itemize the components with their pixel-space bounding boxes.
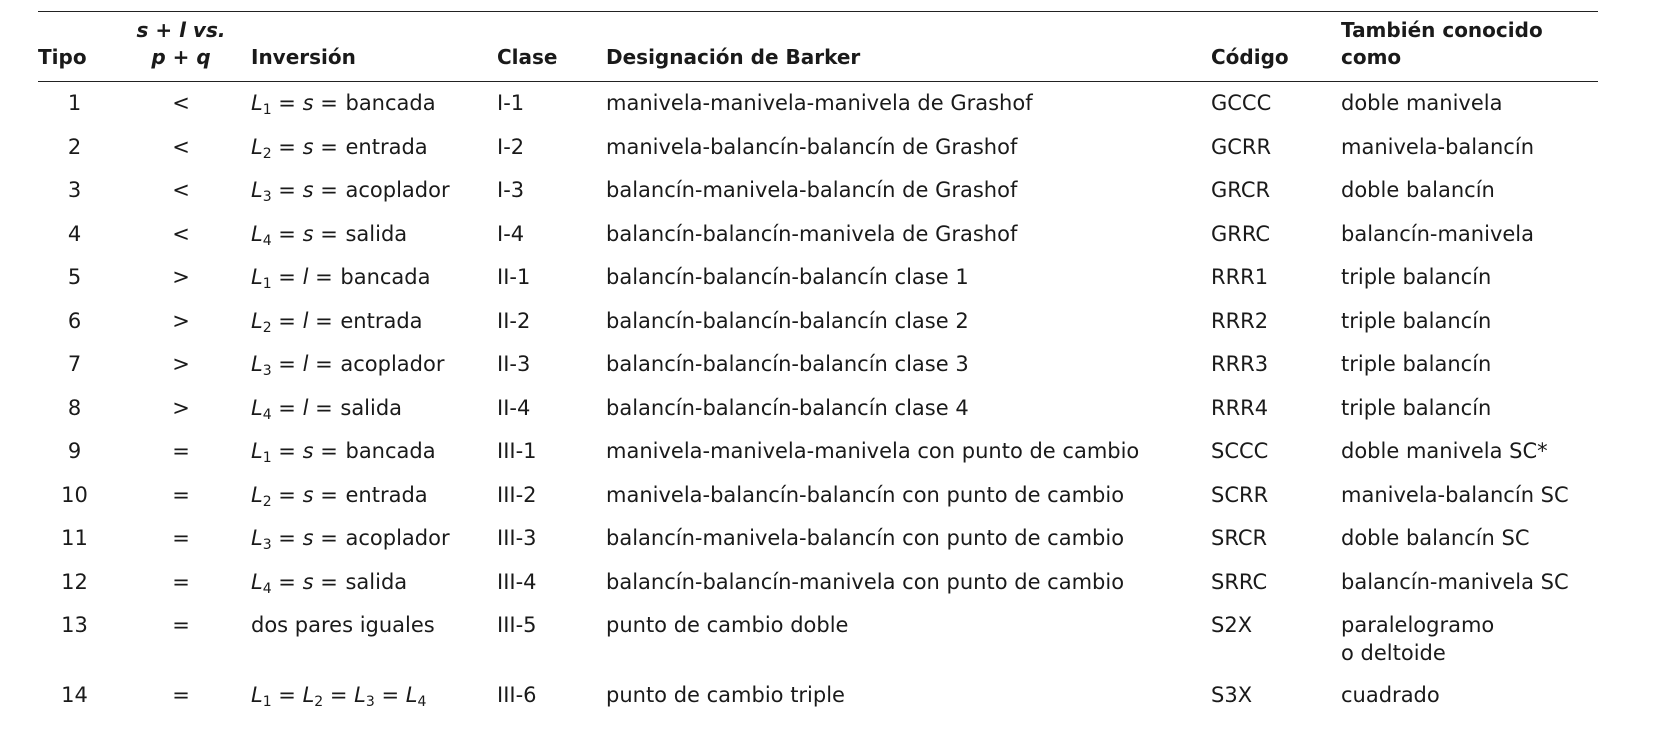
- cell-clase: II-2: [497, 308, 531, 333]
- link-variable: L: [251, 352, 263, 376]
- link-variable: L: [251, 134, 263, 159]
- link-subscript: 2: [314, 694, 324, 710]
- cell-clase: III-3: [497, 526, 537, 550]
- cell-tipo: 10: [61, 482, 88, 507]
- cell-tambien: cuadrado: [1341, 683, 1440, 707]
- cell-tipo: 4: [67, 221, 82, 246]
- header-barker: Designación de Barker: [606, 45, 861, 69]
- cell-clase: III-4: [497, 569, 537, 594]
- header-tambien: [1341, 16, 1598, 81]
- table-header-row: [38, 16, 1598, 81]
- cell-inversion: $L_1 = s$ = bancada: [251, 439, 436, 466]
- cell-barker: balancín-balancín-balancín clase 2: [606, 308, 969, 333]
- cell-barker: punto de cambio doble: [606, 613, 849, 637]
- cell-inversion: $L_4 = s$ = salida: [251, 221, 408, 249]
- cell-tambien: doble manivela SC*: [1341, 439, 1548, 463]
- cell-relation: <: [172, 221, 190, 246]
- cell-relation: =: [172, 482, 190, 507]
- link-variable: L: [251, 569, 263, 594]
- cell-tambien: triple balancín: [1341, 265, 1492, 289]
- header-tipo: Tipo: [38, 45, 87, 69]
- cell-tipo: 2: [67, 134, 82, 159]
- header-relation-line2: p + q: [151, 45, 211, 69]
- table-row: [38, 473, 1598, 517]
- cell-tambien: doble manivela: [1341, 91, 1503, 115]
- link-length-symbol: l: [302, 352, 309, 376]
- cell-inversion: $L_1 = L_2 = L_3 = L_4$: [251, 683, 427, 710]
- cell-tambien: [1341, 603, 1598, 673]
- tambien-line2: o deltoide: [1341, 641, 1446, 665]
- cell-inversion: $L_3 = s$ = acoplador: [251, 178, 450, 205]
- cell-tipo: 12: [61, 569, 88, 594]
- table-row: [38, 516, 1598, 560]
- link-subscript: 4: [262, 232, 272, 249]
- link-variable: L: [251, 91, 263, 115]
- cell-codigo: SRCR: [1211, 526, 1268, 550]
- link-length-symbol: s: [302, 134, 314, 159]
- cell-barker: manivela-manivela-manivela de Grashof: [606, 91, 1033, 115]
- cell-relation: =: [172, 683, 190, 707]
- link-subscript: 2: [262, 493, 272, 510]
- header-clase: Clase: [497, 45, 558, 69]
- link-variable: L: [251, 683, 263, 707]
- link-length-symbol: l: [302, 265, 309, 289]
- cell-inversion: $L_2 = s$ = entrada: [251, 482, 428, 510]
- cell-barker: balancín-manivela-balancín de Grashof: [606, 178, 1018, 202]
- table-row: [38, 81, 1598, 125]
- cell-tipo: 6: [67, 308, 82, 333]
- link-variable: L: [405, 683, 418, 707]
- cell-codigo: SCCC: [1211, 439, 1269, 463]
- inversion-link-name: bancada: [340, 265, 431, 289]
- link-subscript: 1: [262, 102, 272, 118]
- link-length-symbol: s: [302, 482, 314, 507]
- link-variable: L: [354, 683, 366, 707]
- link-subscript: 3: [262, 363, 272, 379]
- link-subscript: 1: [262, 694, 272, 710]
- link-length-symbol: s: [302, 526, 314, 550]
- cell-relation: =: [172, 569, 190, 594]
- link-subscript: 3: [262, 537, 272, 553]
- table-row: [38, 603, 1598, 673]
- cell-codigo: S2X: [1211, 613, 1253, 637]
- cell-clase: I-4: [497, 221, 525, 246]
- table-row: [38, 560, 1598, 604]
- cell-inversion: $L_3 = l$ = acoplador: [251, 352, 445, 379]
- cell-clase: III-2: [497, 482, 537, 507]
- cell-tambien: triple balancín: [1341, 308, 1492, 333]
- cell-codigo: GCRR: [1211, 134, 1272, 159]
- cell-relation: >: [172, 352, 190, 376]
- header-relation: [111, 16, 251, 81]
- cell-codigo: GRCR: [1211, 178, 1271, 202]
- table-row: [38, 673, 1598, 717]
- cell-inversion: $L_4 = s$ = salida: [251, 569, 408, 597]
- link-subscript: 2: [262, 319, 272, 336]
- link-variable: L: [251, 265, 263, 289]
- cell-inversion: $L_3 = s$ = acoplador: [251, 526, 450, 553]
- cell-tipo: 13: [61, 613, 88, 637]
- table-row: [38, 299, 1598, 343]
- cell-barker: balancín-balancín-balancín clase 1: [606, 265, 969, 289]
- cell-tambien: manivela-balancín SC: [1341, 482, 1569, 507]
- cell-clase: I-3: [497, 178, 525, 202]
- cell-codigo: RRR1: [1211, 265, 1269, 289]
- cell-codigo: SRRC: [1211, 569, 1268, 594]
- inversion-text: dos pares iguales: [251, 613, 435, 637]
- table-top-rule: [38, 11, 1598, 12]
- link-subscript: 3: [365, 694, 375, 710]
- barker-classification-table: [38, 16, 1598, 717]
- cell-clase: II-1: [497, 265, 531, 289]
- cell-barker: balancín-balancín-balancín clase 3: [606, 352, 969, 376]
- inversion-link-name: acoplador: [345, 526, 450, 550]
- cell-clase: II-4: [497, 395, 531, 420]
- cell-clase: II-3: [497, 352, 531, 376]
- cell-codigo: GRRC: [1211, 221, 1271, 246]
- link-variable: L: [251, 395, 263, 420]
- cell-inversion: $L_1 = s$ = bancada: [251, 91, 436, 118]
- cell-tambien: manivela-balancín: [1341, 134, 1534, 159]
- tambien-line1: paralelogramo: [1341, 613, 1495, 637]
- inversion-link-name: salida: [345, 221, 408, 246]
- inversion-link-name: salida: [340, 395, 403, 420]
- table-row: [38, 168, 1598, 212]
- link-length-symbol: s: [302, 91, 314, 115]
- inversion-link-name: acoplador: [340, 352, 445, 376]
- cell-barker: punto de cambio triple: [606, 683, 845, 707]
- cell-tipo: 9: [67, 439, 82, 463]
- inversion-link-name: bancada: [345, 439, 436, 463]
- cell-inversion: $L_2 = l$ = entrada: [251, 308, 423, 336]
- cell-codigo: RRR4: [1211, 395, 1269, 420]
- cell-barker: manivela-balancín-balancín de Grashof: [606, 134, 1018, 159]
- inversion-link-name: salida: [345, 569, 408, 594]
- cell-tambien: triple balancín: [1341, 395, 1492, 420]
- inversion-link-name: entrada: [345, 134, 428, 159]
- cell-tipo: 11: [61, 526, 88, 550]
- link-subscript: 1: [262, 276, 272, 292]
- cell-relation: =: [172, 526, 190, 550]
- cell-barker: balancín-balancín-balancín clase 4: [606, 395, 969, 420]
- cell-barker: balancín-manivela-balancín con punto de cambio: [606, 526, 1125, 550]
- cell-clase: III-6: [497, 683, 537, 707]
- cell-relation: >: [172, 395, 190, 420]
- cell-codigo: RRR2: [1211, 308, 1269, 333]
- cell-clase: III-1: [497, 439, 537, 463]
- link-variable: L: [251, 178, 263, 202]
- cell-tambien: balancín-manivela: [1341, 221, 1534, 246]
- inversion-link-name: bancada: [345, 91, 436, 115]
- inversion-link-name: entrada: [340, 308, 423, 333]
- cell-codigo: GCCC: [1211, 91, 1272, 115]
- cell-tipo: 8: [67, 395, 82, 420]
- link-length-symbol: s: [302, 221, 314, 246]
- cell-tipo: 1: [67, 91, 82, 115]
- cell-barker: balancín-balancín-manivela con punto de cambio: [606, 569, 1125, 594]
- table-row: [38, 429, 1598, 473]
- inversion-link-name: acoplador: [345, 178, 450, 202]
- link-subscript: 4: [262, 406, 272, 423]
- cell-tipo: 7: [67, 352, 82, 376]
- cell-barker: manivela-manivela-manivela con punto de cambio: [606, 439, 1140, 463]
- table-row: [38, 386, 1598, 430]
- cell-tambien: triple balancín: [1341, 352, 1492, 376]
- cell-codigo: S3X: [1211, 683, 1253, 707]
- inversion-link-name: entrada: [345, 482, 428, 507]
- link-variable: L: [302, 683, 315, 707]
- cell-codigo: RRR3: [1211, 352, 1269, 376]
- cell-tambien: doble balancín SC: [1341, 526, 1530, 550]
- cell-tipo: 3: [67, 178, 82, 202]
- header-relation-line1: s + l vs.: [136, 18, 226, 42]
- table-row: [38, 125, 1598, 169]
- header-tambien-line2: como: [1341, 45, 1402, 69]
- link-subscript: 1: [262, 450, 272, 466]
- cell-tipo: 14: [61, 683, 88, 707]
- link-variable: L: [251, 482, 263, 507]
- link-subscript: 3: [262, 189, 272, 205]
- table-row: [38, 212, 1598, 256]
- cell-relation: >: [172, 308, 190, 333]
- link-subscript: 4: [417, 694, 427, 710]
- link-length-symbol: s: [302, 439, 314, 463]
- cell-relation: <: [172, 134, 190, 159]
- link-length-symbol: s: [302, 178, 314, 202]
- cell-tambien: doble balancín: [1341, 178, 1495, 202]
- table-row: [38, 255, 1598, 299]
- cell-clase: I-2: [497, 134, 525, 159]
- header-tambien-line1: También conocido: [1341, 18, 1543, 42]
- cell-barker: manivela-balancín-balancín con punto de cambio: [606, 482, 1125, 507]
- link-length-symbol: l: [302, 395, 309, 420]
- cell-clase: III-5: [497, 613, 537, 637]
- link-subscript: 2: [262, 145, 272, 162]
- link-variable: L: [251, 221, 263, 246]
- link-variable: L: [251, 526, 263, 550]
- link-length-symbol: l: [302, 308, 309, 333]
- cell-tipo: 5: [67, 265, 82, 289]
- link-variable: L: [251, 308, 263, 333]
- cell-relation: =: [172, 439, 190, 463]
- cell-relation: >: [172, 265, 190, 289]
- link-subscript: 4: [262, 580, 272, 597]
- header-inversion: Inversión: [251, 45, 356, 69]
- cell-inversion: $L_1 = l$ = bancada: [251, 265, 431, 292]
- cell-inversion: [251, 603, 497, 673]
- cell-relation: <: [172, 91, 190, 115]
- cell-tambien: balancín-manivela SC: [1341, 569, 1569, 594]
- cell-relation: <: [172, 178, 190, 202]
- link-variable: L: [251, 439, 263, 463]
- cell-relation: =: [172, 613, 190, 637]
- header-codigo: Código: [1211, 45, 1289, 69]
- table-body: [38, 81, 1598, 717]
- table-row: [38, 342, 1598, 386]
- cell-clase: I-1: [497, 91, 525, 115]
- cell-codigo: SCRR: [1211, 482, 1269, 507]
- cell-inversion: $L_4 = l$ = salida: [251, 395, 403, 423]
- cell-inversion: $L_2 = s$ = entrada: [251, 134, 428, 162]
- cell-barker: balancín-balancín-manivela de Grashof: [606, 221, 1018, 246]
- link-length-symbol: s: [302, 569, 314, 594]
